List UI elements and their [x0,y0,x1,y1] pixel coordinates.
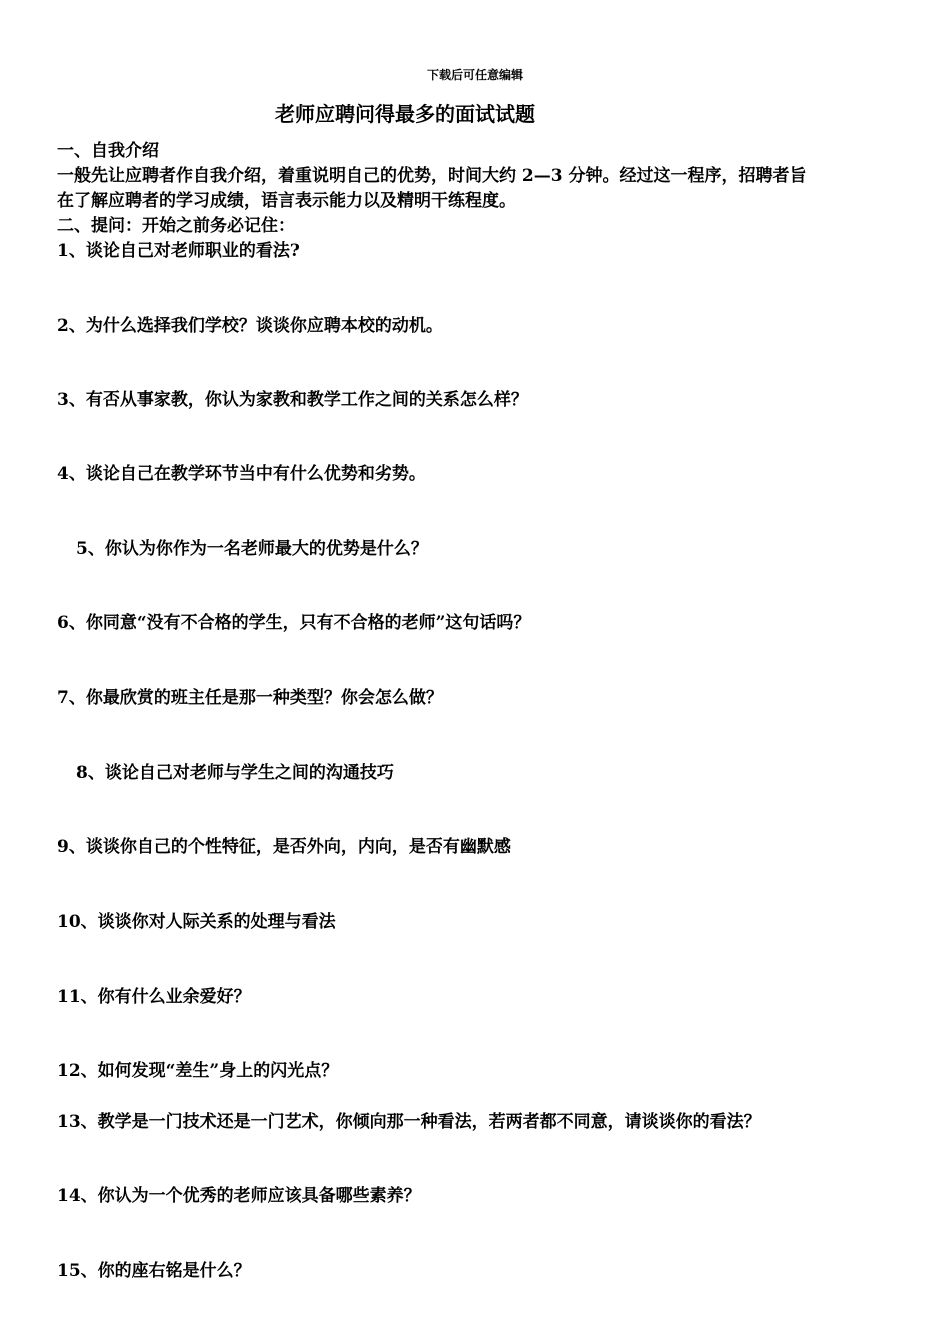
question-item: 2、为什么选择我们学校？谈谈你应聘本校的动机。 [57,316,443,336]
question-item: 11、你有什么业余爱好？ [57,987,251,1007]
page-title: 老师应聘问得最多的面试试题 [275,102,535,126]
question-item: 13、教学是一门技术还是一门艺术，你倾向那一种看法，若两者都不同意，请谈谈你的看法？ [57,1112,761,1132]
question-item: 10、谈谈你对人际关系的处理与看法 [57,912,336,932]
section-heading-intro: 一、自我介绍 [57,141,159,161]
question-item: 7、你最欣赏的班主任是那一种类型？你会怎么做？ [57,688,443,708]
question-item: 1、谈论自己对老师职业的看法? [57,241,300,261]
question-item: 9、谈谈你自己的个性特征，是否外向，内向，是否有幽默感 [57,837,511,857]
header-note: 下载后可任意编辑 [426,68,523,82]
question-item: 6、你同意“没有不合格的学生，只有不合格的老师”这句话吗？ [57,613,531,633]
question-item: 8、谈论自己对老师与学生之间的沟通技巧 [76,763,394,783]
section-heading-questions: 二、提问：开始之前务必记住： [57,216,295,236]
question-item: 14、你认为一个优秀的老师应该具备哪些素养？ [57,1186,421,1206]
question-item: 5、你认为你作为一名老师最大的优势是什么？ [76,539,428,559]
question-item: 12、如何发现“差生”身上的闪光点？ [57,1061,339,1081]
question-item: 3、有否从事家教，你认为家教和教学工作之间的关系怎么样？ [57,390,528,410]
question-item: 4、谈论自己在教学环节当中有什么优势和劣势。 [57,464,426,484]
question-item: 15、你的座右铭是什么？ [57,1261,251,1281]
intro-paragraph-line: 一般先让应聘者作自我介绍，着重说明自己的优势，时间大约 2—3 分钟。经过这一程序，招聘者旨 [57,166,807,186]
intro-paragraph-line: 在了解应聘者的学习成绩，语言表示能力以及精明干练程度。 [57,191,516,211]
